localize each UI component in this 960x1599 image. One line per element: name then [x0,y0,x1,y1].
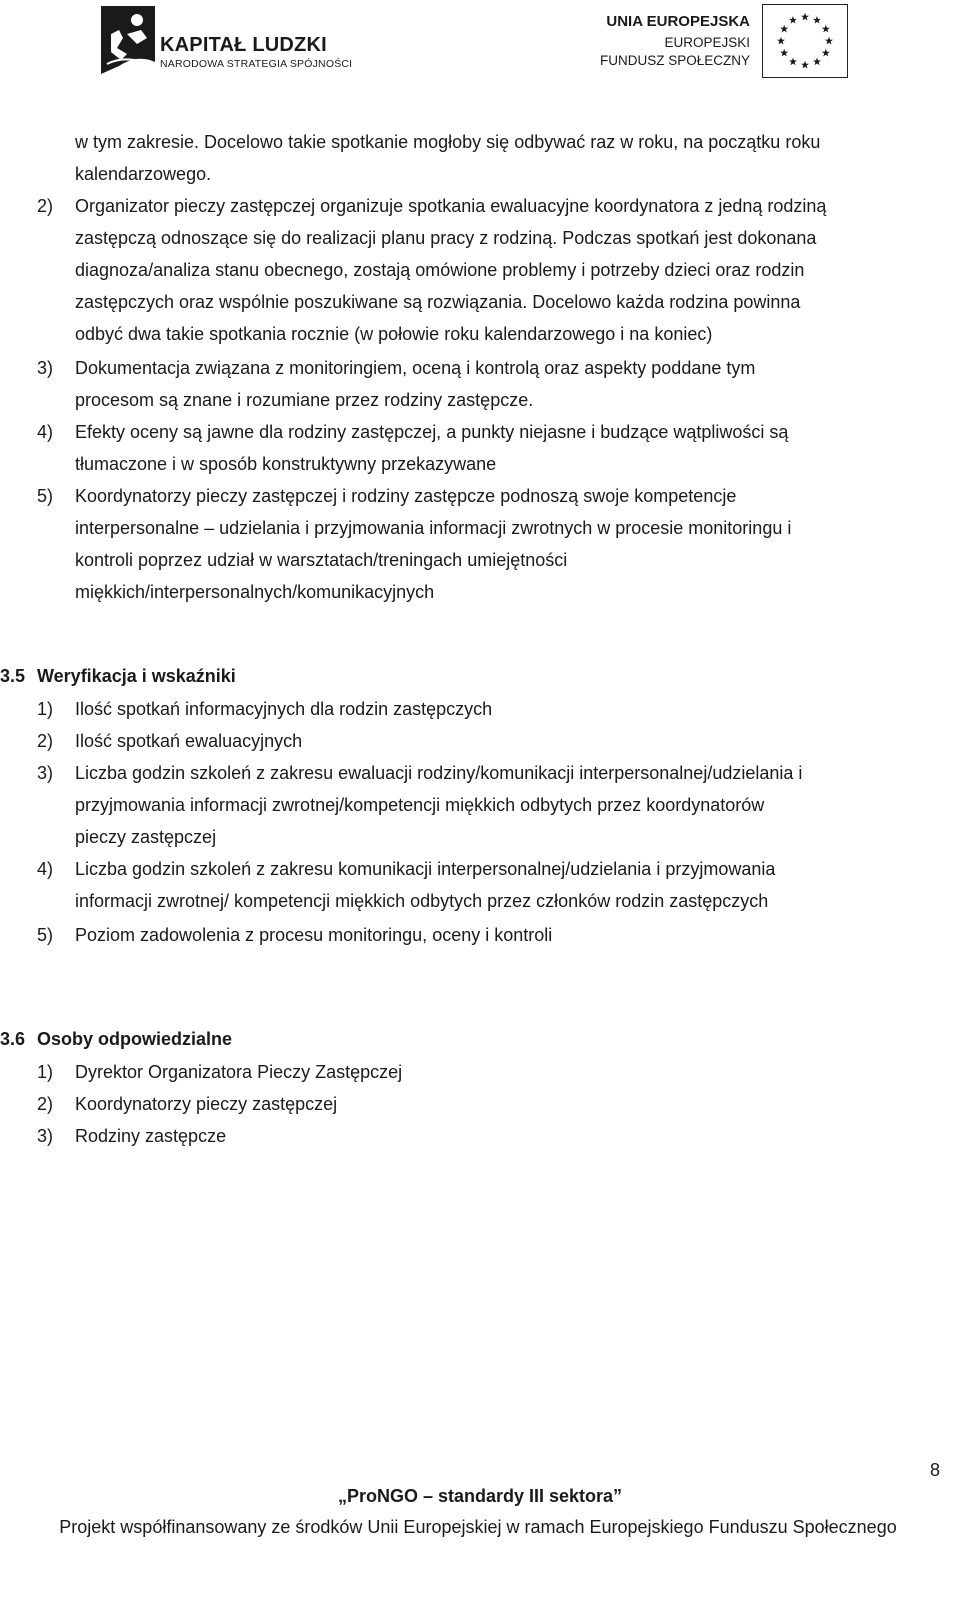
list-item-line: Dokumentacja związana z monitoringiem, oceną i kontrolą oraz aspekty poddane tym [75,358,756,378]
list-item-line: odbyć dwa takie spotkania rocznie (w połowie roku kalendarzowego i na koniec) [75,324,713,344]
list-item-line: Poziom zadowolenia z procesu monitoringu, oceny i kontroli [75,925,553,945]
eu-logo-title: UNIA EUROPEJSKA [606,13,750,30]
kapital-ludzki-title: KAPITAŁ LUDZKI [160,34,327,56]
list-item-line: przyjmowania informacji zwrotnej/kompetencji miękkich odbytych przez koordynatorów [75,795,765,815]
section-title: Osoby odpowiedzialne [37,1029,233,1049]
list-item-line: Koordynatorzy pieczy zastępczej i rodziny zastępcze podnoszą swoje kompetencje [75,486,737,506]
eu-logo-line3: FUNDUSZ SPOŁECZNY [599,53,750,68]
eu-flag-icon [762,4,848,78]
list-item-number: 4) [37,859,54,879]
list-item-line: Dyrektor Organizatora Pieczy Zastępczej [75,1062,403,1082]
list-item-line: zastępczą odnoszące się do realizacji planu pracy z rodziną. Podczas spotkań jest dokonana [75,228,817,248]
eu-star-icon [780,49,788,57]
list-item-line: Ilość spotkań ewaluacyjnych [75,731,303,751]
section-heading-3-5 [0,664,236,688]
section-title: Weryfikacja i wskaźniki [37,666,236,686]
list-item-line: procesom są znane i rozumiane przez rodziny zastępcze. [75,390,534,410]
section-number: 3.5 [0,666,26,686]
footer-funding-note: Projekt współfinansowany ze środków Unii Europejskiej w ramach Europejskiego Funduszu Społecznego [59,1517,897,1537]
list-item-number: 3) [37,1126,54,1146]
list-item-line: miękkich/interpersonalnych/komunikacyjnych [75,582,435,602]
list-item-number: 4) [37,422,54,442]
eu-star-icon [780,25,788,33]
eu-star-icon [789,58,797,66]
eu-star-icon [777,37,785,45]
list-item-line: Organizator pieczy zastępczej organizuje spotkania ewaluacyjne koordynatora z jedną rodziną [75,196,827,216]
list-item-line: Rodziny zastępcze [75,1126,227,1146]
section-number: 3.6 [0,1029,26,1049]
list-item-line: pieczy zastępczej [75,827,217,847]
list-item-line: kontroli poprzez udział w warsztatach/treningach umiejętności [75,550,568,570]
list-item-line: zastępczych oraz wspólnie poszukiwane są rozwiązania. Docelowo każda rodzina powinna [75,292,801,312]
eu-star-icon [789,16,797,24]
eu-star-icon [801,13,809,21]
eu-logo [600,4,850,80]
list-item-number: 2) [37,731,54,751]
page-number: 8 [929,1460,940,1480]
intro-line-2: kalendarzowego. [75,164,212,184]
footer-tagline: „ProNGO – standardy III sektora” [337,1486,623,1506]
intro-line-1: w tym zakresie. Docelowo takie spotkanie mogłoby się odbywać raz w roku, na początku roku [75,132,821,152]
section-heading-3-6 [0,1027,232,1051]
list-item-number: 1) [37,699,54,719]
list-item-line: Liczba godzin szkoleń z zakresu ewaluacji rodziny/komunikacji interpersonalnej/udzielania i [75,763,803,783]
kapital-ludzki-logo-icon [97,4,159,76]
eu-star-icon [813,16,821,24]
list-item-number: 3) [37,358,54,378]
list-item-line: Koordynatorzy pieczy zastępczej [75,1094,338,1114]
kapital-ludzki-subtitle: NARODOWA STRATEGIA SPÓJNOŚCI [160,58,353,70]
eu-star-icon [801,61,809,69]
eu-logo-line2: EUROPEJSKI [664,35,750,50]
list-item-line: Ilość spotkań informacyjnych dla rodzin zastępczych [75,699,493,719]
list-item-line: tłumaczone i w sposób konstruktywny przekazywane [75,454,497,474]
eu-star-icon [813,58,821,66]
list-item-number: 5) [37,925,54,945]
eu-star-icon [822,49,830,57]
eu-star-icon [822,25,830,33]
list-item-number: 2) [37,1094,54,1114]
list-item-number: 1) [37,1062,54,1082]
list-item-number: 3) [37,763,54,783]
list-item-number: 2) [37,196,54,216]
list-item-line: interpersonalne – udzielania i przyjmowania informacji zwrotnych w procesie monitoringu i [75,518,792,538]
list-item-line: informacji zwrotnej/ kompetencji miękkich odbytych przez członków rodzin zastępczych [75,891,769,911]
list-item-number: 5) [37,486,54,506]
list-item-line: diagnoza/analiza stanu obecnego, zostają omówione problemy i potrzeby dzieci oraz rodzin [75,260,805,280]
list-item-line: Liczba godzin szkoleń z zakresu komunikacji interpersonalnej/udzielania i przyjmowania [75,859,776,879]
kapital-ludzki-logo [97,4,357,76]
eu-star-icon [825,37,833,45]
list-item-line: Efekty oceny są jawne dla rodziny zastępczej, a punkty niejasne i budzące wątpliwości są [75,422,789,442]
